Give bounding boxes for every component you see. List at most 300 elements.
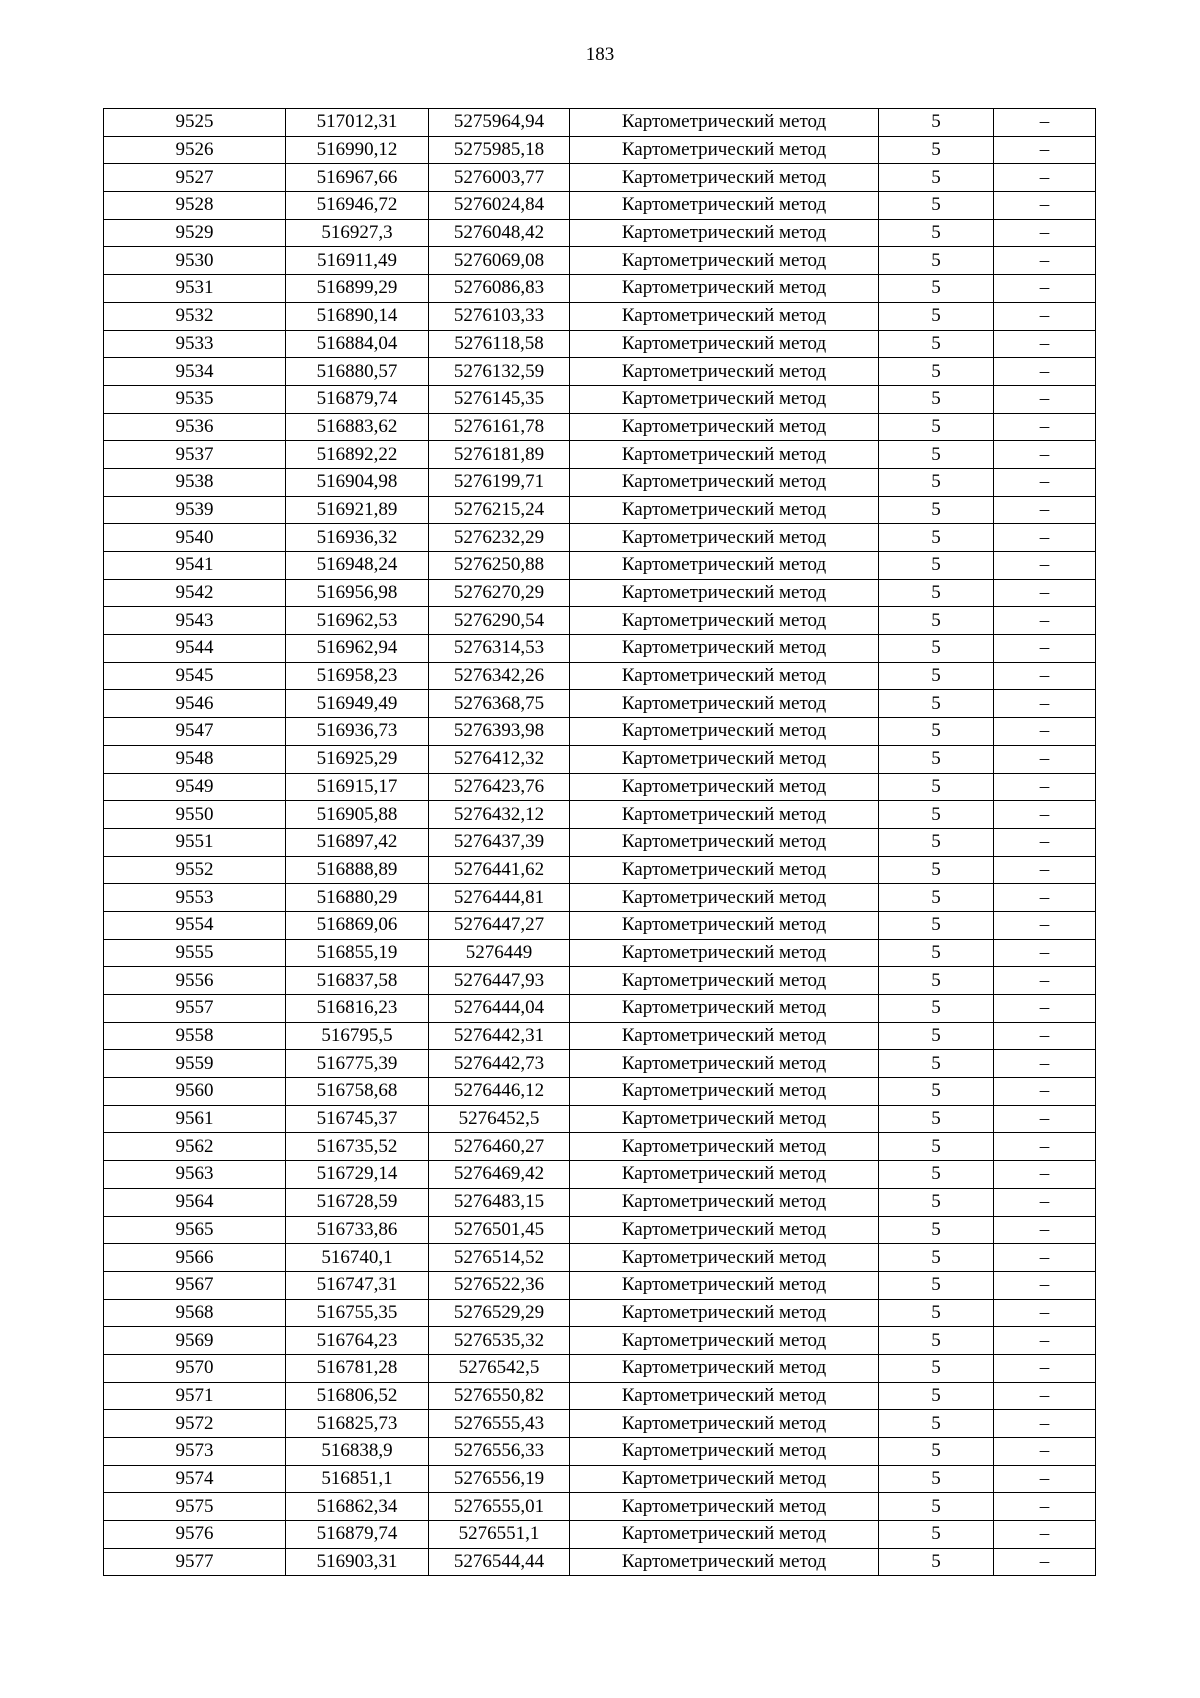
x-coordinate-cell: 516728,59 <box>286 1188 429 1216</box>
method-cell: Картометрический метод <box>570 1105 879 1133</box>
x-coordinate-cell: 516775,39 <box>286 1050 429 1078</box>
method-cell: Картометрический метод <box>570 690 879 718</box>
point-number-cell: 9548 <box>104 745 286 773</box>
method-cell: Картометрический метод <box>570 164 879 192</box>
accuracy-cell: 5 <box>879 496 994 524</box>
y-coordinate-cell: 5276232,29 <box>429 524 570 552</box>
note-cell: – <box>994 607 1096 635</box>
point-number-cell: 9525 <box>104 109 286 137</box>
table-row <box>104 1327 1096 1355</box>
y-coordinate-cell: 5276555,43 <box>429 1410 570 1438</box>
accuracy-cell: 5 <box>879 330 994 358</box>
method-cell: Картометрический метод <box>570 1271 879 1299</box>
table-row <box>104 1354 1096 1382</box>
y-coordinate-cell: 5276556,19 <box>429 1465 570 1493</box>
accuracy-cell: 5 <box>879 579 994 607</box>
accuracy-cell: 5 <box>879 468 994 496</box>
table-row <box>104 1410 1096 1438</box>
table-row <box>104 413 1096 441</box>
method-cell: Картометрический метод <box>570 552 879 580</box>
point-number-cell: 9542 <box>104 579 286 607</box>
x-coordinate-cell: 516883,62 <box>286 413 429 441</box>
y-coordinate-cell: 5276442,31 <box>429 1022 570 1050</box>
point-number-cell: 9552 <box>104 856 286 884</box>
accuracy-cell: 5 <box>879 1105 994 1133</box>
accuracy-cell: 5 <box>879 1354 994 1382</box>
x-coordinate-cell: 516764,23 <box>286 1327 429 1355</box>
accuracy-cell: 5 <box>879 1410 994 1438</box>
note-cell: – <box>994 939 1096 967</box>
x-coordinate-cell: 516936,73 <box>286 718 429 746</box>
accuracy-cell: 5 <box>879 1271 994 1299</box>
note-cell: – <box>994 109 1096 137</box>
x-coordinate-cell: 516936,32 <box>286 524 429 552</box>
method-cell: Картометрический метод <box>570 884 879 912</box>
x-coordinate-cell: 516962,94 <box>286 635 429 663</box>
point-number-cell: 9544 <box>104 635 286 663</box>
method-cell: Картометрический метод <box>570 1161 879 1189</box>
point-number-cell: 9570 <box>104 1354 286 1382</box>
x-coordinate-cell: 516892,22 <box>286 441 429 469</box>
method-cell: Картометрический метод <box>570 1299 879 1327</box>
note-cell: – <box>994 1465 1096 1493</box>
accuracy-cell: 5 <box>879 275 994 303</box>
point-number-cell: 9566 <box>104 1244 286 1272</box>
method-cell: Картометрический метод <box>570 468 879 496</box>
x-coordinate-cell: 516781,28 <box>286 1354 429 1382</box>
note-cell: – <box>994 967 1096 995</box>
method-cell: Картометрический метод <box>570 1050 879 1078</box>
accuracy-cell: 5 <box>879 1327 994 1355</box>
point-number-cell: 9532 <box>104 302 286 330</box>
table-row <box>104 1050 1096 1078</box>
x-coordinate-cell: 516729,14 <box>286 1161 429 1189</box>
table-row <box>104 884 1096 912</box>
point-number-cell: 9561 <box>104 1105 286 1133</box>
table-row <box>104 939 1096 967</box>
y-coordinate-cell: 5276446,12 <box>429 1078 570 1106</box>
x-coordinate-cell: 516967,66 <box>286 164 429 192</box>
method-cell: Картометрический метод <box>570 662 879 690</box>
point-number-cell: 9565 <box>104 1216 286 1244</box>
x-coordinate-cell: 516958,23 <box>286 662 429 690</box>
point-number-cell: 9538 <box>104 468 286 496</box>
table-row <box>104 801 1096 829</box>
method-cell: Картометрический метод <box>570 358 879 386</box>
accuracy-cell: 5 <box>879 1465 994 1493</box>
method-cell: Картометрический метод <box>570 385 879 413</box>
y-coordinate-cell: 5276342,26 <box>429 662 570 690</box>
x-coordinate-cell: 516879,74 <box>286 385 429 413</box>
table-row <box>104 635 1096 663</box>
method-cell: Картометрический метод <box>570 1465 879 1493</box>
point-number-cell: 9576 <box>104 1521 286 1549</box>
accuracy-cell: 5 <box>879 1493 994 1521</box>
accuracy-cell: 5 <box>879 413 994 441</box>
y-coordinate-cell: 5276132,59 <box>429 358 570 386</box>
x-coordinate-cell: 516879,74 <box>286 1521 429 1549</box>
note-cell: – <box>994 1548 1096 1576</box>
note-cell: – <box>994 1050 1096 1078</box>
table-row <box>104 1299 1096 1327</box>
point-number-cell: 9550 <box>104 801 286 829</box>
method-cell: Картометрический метод <box>570 1244 879 1272</box>
x-coordinate-cell: 516880,29 <box>286 884 429 912</box>
method-cell: Картометрический метод <box>570 1548 879 1576</box>
method-cell: Картометрический метод <box>570 1133 879 1161</box>
y-coordinate-cell: 5276423,76 <box>429 773 570 801</box>
point-number-cell: 9543 <box>104 607 286 635</box>
accuracy-cell: 5 <box>879 607 994 635</box>
y-coordinate-cell: 5276529,29 <box>429 1299 570 1327</box>
table-row <box>104 192 1096 220</box>
point-number-cell: 9562 <box>104 1133 286 1161</box>
point-number-cell: 9577 <box>104 1548 286 1576</box>
note-cell: – <box>994 856 1096 884</box>
table-row <box>104 1465 1096 1493</box>
accuracy-cell: 5 <box>879 662 994 690</box>
method-cell: Картометрический метод <box>570 524 879 552</box>
y-coordinate-cell: 5276469,42 <box>429 1161 570 1189</box>
note-cell: – <box>994 884 1096 912</box>
table-row <box>104 967 1096 995</box>
y-coordinate-cell: 5276551,1 <box>429 1521 570 1549</box>
table-row <box>104 1216 1096 1244</box>
point-number-cell: 9534 <box>104 358 286 386</box>
point-number-cell: 9551 <box>104 828 286 856</box>
method-cell: Картометрический метод <box>570 109 879 137</box>
method-cell: Картометрический метод <box>570 1022 879 1050</box>
accuracy-cell: 5 <box>879 995 994 1023</box>
method-cell: Картометрический метод <box>570 1382 879 1410</box>
note-cell: – <box>994 662 1096 690</box>
accuracy-cell: 5 <box>879 441 994 469</box>
point-number-cell: 9558 <box>104 1022 286 1050</box>
note-cell: – <box>994 1105 1096 1133</box>
x-coordinate-cell: 516837,58 <box>286 967 429 995</box>
method-cell: Картометрический метод <box>570 1327 879 1355</box>
table-row <box>104 1244 1096 1272</box>
table-row <box>104 219 1096 247</box>
accuracy-cell: 5 <box>879 1244 994 1272</box>
note-cell: – <box>994 1244 1096 1272</box>
accuracy-cell: 5 <box>879 1438 994 1466</box>
table-row <box>104 1188 1096 1216</box>
x-coordinate-cell: 516747,31 <box>286 1271 429 1299</box>
method-cell: Картометрический метод <box>570 801 879 829</box>
table-row <box>104 1438 1096 1466</box>
method-cell: Картометрический метод <box>570 330 879 358</box>
table-row <box>104 247 1096 275</box>
x-coordinate-cell: 516884,04 <box>286 330 429 358</box>
y-coordinate-cell: 5276368,75 <box>429 690 570 718</box>
x-coordinate-cell: 516855,19 <box>286 939 429 967</box>
accuracy-cell: 5 <box>879 247 994 275</box>
table-row <box>104 718 1096 746</box>
point-number-cell: 9540 <box>104 524 286 552</box>
note-cell: – <box>994 690 1096 718</box>
y-coordinate-cell: 5276550,82 <box>429 1382 570 1410</box>
y-coordinate-cell: 5276181,89 <box>429 441 570 469</box>
method-cell: Картометрический метод <box>570 828 879 856</box>
note-cell: – <box>994 1216 1096 1244</box>
method-cell: Картометрический метод <box>570 579 879 607</box>
accuracy-cell: 5 <box>879 1133 994 1161</box>
x-coordinate-cell: 516806,52 <box>286 1382 429 1410</box>
table-row <box>104 1078 1096 1106</box>
y-coordinate-cell: 5276535,32 <box>429 1327 570 1355</box>
table-row <box>104 358 1096 386</box>
y-coordinate-cell: 5276432,12 <box>429 801 570 829</box>
point-number-cell: 9568 <box>104 1299 286 1327</box>
table-row <box>104 1521 1096 1549</box>
y-coordinate-cell: 5276215,24 <box>429 496 570 524</box>
accuracy-cell: 5 <box>879 1050 994 1078</box>
x-coordinate-cell: 516899,29 <box>286 275 429 303</box>
accuracy-cell: 5 <box>879 1161 994 1189</box>
method-cell: Картометрический метод <box>570 967 879 995</box>
x-coordinate-cell: 516903,31 <box>286 1548 429 1576</box>
accuracy-cell: 5 <box>879 690 994 718</box>
table-row <box>104 995 1096 1023</box>
point-number-cell: 9553 <box>104 884 286 912</box>
method-cell: Картометрический метод <box>570 192 879 220</box>
note-cell: – <box>994 247 1096 275</box>
y-coordinate-cell: 5276447,27 <box>429 911 570 939</box>
note-cell: – <box>994 496 1096 524</box>
table-row <box>104 552 1096 580</box>
accuracy-cell: 5 <box>879 884 994 912</box>
y-coordinate-cell: 5276069,08 <box>429 247 570 275</box>
x-coordinate-cell: 516740,1 <box>286 1244 429 1272</box>
method-cell: Картометрический метод <box>570 413 879 441</box>
x-coordinate-cell: 516949,49 <box>286 690 429 718</box>
table-row <box>104 330 1096 358</box>
y-coordinate-cell: 5276412,32 <box>429 745 570 773</box>
x-coordinate-cell: 516758,68 <box>286 1078 429 1106</box>
x-coordinate-cell: 516735,52 <box>286 1133 429 1161</box>
method-cell: Картометрический метод <box>570 1521 879 1549</box>
point-number-cell: 9571 <box>104 1382 286 1410</box>
point-number-cell: 9547 <box>104 718 286 746</box>
point-number-cell: 9528 <box>104 192 286 220</box>
note-cell: – <box>994 524 1096 552</box>
x-coordinate-cell: 516921,89 <box>286 496 429 524</box>
note-cell: – <box>994 1161 1096 1189</box>
y-coordinate-cell: 5276447,93 <box>429 967 570 995</box>
y-coordinate-cell: 5276314,53 <box>429 635 570 663</box>
x-coordinate-cell: 516956,98 <box>286 579 429 607</box>
table-row <box>104 1271 1096 1299</box>
method-cell: Картометрический метод <box>570 911 879 939</box>
point-number-cell: 9535 <box>104 385 286 413</box>
note-cell: – <box>994 1354 1096 1382</box>
method-cell: Картометрический метод <box>570 745 879 773</box>
y-coordinate-cell: 5276441,62 <box>429 856 570 884</box>
point-number-cell: 9559 <box>104 1050 286 1078</box>
point-number-cell: 9557 <box>104 995 286 1023</box>
note-cell: – <box>994 1078 1096 1106</box>
method-cell: Картометрический метод <box>570 219 879 247</box>
accuracy-cell: 5 <box>879 385 994 413</box>
note-cell: – <box>994 635 1096 663</box>
accuracy-cell: 5 <box>879 192 994 220</box>
method-cell: Картометрический метод <box>570 302 879 330</box>
table-row <box>104 773 1096 801</box>
x-coordinate-cell: 516897,42 <box>286 828 429 856</box>
method-cell: Картометрический метод <box>570 247 879 275</box>
x-coordinate-cell: 516851,1 <box>286 1465 429 1493</box>
note-cell: – <box>994 801 1096 829</box>
table-row <box>104 911 1096 939</box>
note-cell: – <box>994 330 1096 358</box>
x-coordinate-cell: 516862,34 <box>286 1493 429 1521</box>
accuracy-cell: 5 <box>879 828 994 856</box>
y-coordinate-cell: 5276048,42 <box>429 219 570 247</box>
accuracy-cell: 5 <box>879 1022 994 1050</box>
x-coordinate-cell: 516904,98 <box>286 468 429 496</box>
y-coordinate-cell: 5276522,36 <box>429 1271 570 1299</box>
table-row <box>104 524 1096 552</box>
x-coordinate-cell: 516890,14 <box>286 302 429 330</box>
method-cell: Картометрический метод <box>570 275 879 303</box>
x-coordinate-cell: 516745,37 <box>286 1105 429 1133</box>
note-cell: – <box>994 275 1096 303</box>
x-coordinate-cell: 516962,53 <box>286 607 429 635</box>
note-cell: – <box>994 1188 1096 1216</box>
table-row <box>104 468 1096 496</box>
accuracy-cell: 5 <box>879 109 994 137</box>
method-cell: Картометрический метод <box>570 635 879 663</box>
y-coordinate-cell: 5276118,58 <box>429 330 570 358</box>
method-cell: Картометрический метод <box>570 1078 879 1106</box>
point-number-cell: 9539 <box>104 496 286 524</box>
point-number-cell: 9533 <box>104 330 286 358</box>
note-cell: – <box>994 413 1096 441</box>
accuracy-cell: 5 <box>879 1078 994 1106</box>
point-number-cell: 9541 <box>104 552 286 580</box>
method-cell: Картометрический метод <box>570 939 879 967</box>
accuracy-cell: 5 <box>879 1382 994 1410</box>
x-coordinate-cell: 516795,5 <box>286 1022 429 1050</box>
y-coordinate-cell: 5275985,18 <box>429 136 570 164</box>
accuracy-cell: 5 <box>879 911 994 939</box>
method-cell: Картометрический метод <box>570 1188 879 1216</box>
note-cell: – <box>994 1271 1096 1299</box>
method-cell: Картометрический метод <box>570 1354 879 1382</box>
note-cell: – <box>994 1438 1096 1466</box>
y-coordinate-cell: 5276024,84 <box>429 192 570 220</box>
x-coordinate-cell: 516915,17 <box>286 773 429 801</box>
accuracy-cell: 5 <box>879 856 994 884</box>
x-coordinate-cell: 516911,49 <box>286 247 429 275</box>
note-cell: – <box>994 552 1096 580</box>
accuracy-cell: 5 <box>879 1548 994 1576</box>
x-coordinate-cell: 516880,57 <box>286 358 429 386</box>
point-number-cell: 9549 <box>104 773 286 801</box>
point-number-cell: 9575 <box>104 1493 286 1521</box>
note-cell: – <box>994 1022 1096 1050</box>
x-coordinate-cell: 516733,86 <box>286 1216 429 1244</box>
accuracy-cell: 5 <box>879 1216 994 1244</box>
note-cell: – <box>994 441 1096 469</box>
point-number-cell: 9554 <box>104 911 286 939</box>
note-cell: – <box>994 1327 1096 1355</box>
method-cell: Картометрический метод <box>570 1493 879 1521</box>
table-row <box>104 302 1096 330</box>
coordinates-table <box>103 108 1096 1576</box>
table-row <box>104 607 1096 635</box>
y-coordinate-cell: 5276086,83 <box>429 275 570 303</box>
point-number-cell: 9574 <box>104 1465 286 1493</box>
x-coordinate-cell: 516948,24 <box>286 552 429 580</box>
x-coordinate-cell: 516816,23 <box>286 995 429 1023</box>
note-cell: – <box>994 773 1096 801</box>
method-cell: Картометрический метод <box>570 773 879 801</box>
table-row <box>104 164 1096 192</box>
accuracy-cell: 5 <box>879 967 994 995</box>
accuracy-cell: 5 <box>879 358 994 386</box>
note-cell: – <box>994 1299 1096 1327</box>
point-number-cell: 9529 <box>104 219 286 247</box>
accuracy-cell: 5 <box>879 136 994 164</box>
y-coordinate-cell: 5276444,04 <box>429 995 570 1023</box>
x-coordinate-cell: 516905,88 <box>286 801 429 829</box>
point-number-cell: 9560 <box>104 1078 286 1106</box>
table-row <box>104 109 1096 137</box>
method-cell: Картометрический метод <box>570 995 879 1023</box>
point-number-cell: 9545 <box>104 662 286 690</box>
y-coordinate-cell: 5276452,5 <box>429 1105 570 1133</box>
x-coordinate-cell: 517012,31 <box>286 109 429 137</box>
note-cell: – <box>994 718 1096 746</box>
point-number-cell: 9572 <box>104 1410 286 1438</box>
table-row <box>104 1548 1096 1576</box>
x-coordinate-cell: 516925,29 <box>286 745 429 773</box>
y-coordinate-cell: 5276556,33 <box>429 1438 570 1466</box>
y-coordinate-cell: 5276003,77 <box>429 164 570 192</box>
method-cell: Картометрический метод <box>570 136 879 164</box>
x-coordinate-cell: 516888,89 <box>286 856 429 884</box>
note-cell: – <box>994 579 1096 607</box>
note-cell: – <box>994 358 1096 386</box>
table-row <box>104 385 1096 413</box>
y-coordinate-cell: 5276290,54 <box>429 607 570 635</box>
method-cell: Картометрический метод <box>570 1216 879 1244</box>
point-number-cell: 9567 <box>104 1271 286 1299</box>
table-row <box>104 1022 1096 1050</box>
x-coordinate-cell: 516755,35 <box>286 1299 429 1327</box>
note-cell: – <box>994 745 1096 773</box>
x-coordinate-cell: 516838,9 <box>286 1438 429 1466</box>
accuracy-cell: 5 <box>879 801 994 829</box>
table-row <box>104 1493 1096 1521</box>
method-cell: Картометрический метод <box>570 496 879 524</box>
point-number-cell: 9555 <box>104 939 286 967</box>
note-cell: – <box>994 995 1096 1023</box>
note-cell: – <box>994 192 1096 220</box>
note-cell: – <box>994 1410 1096 1438</box>
table-row <box>104 1133 1096 1161</box>
accuracy-cell: 5 <box>879 745 994 773</box>
y-coordinate-cell: 5276483,15 <box>429 1188 570 1216</box>
y-coordinate-cell: 5276544,44 <box>429 1548 570 1576</box>
y-coordinate-cell: 5276444,81 <box>429 884 570 912</box>
y-coordinate-cell: 5276199,71 <box>429 468 570 496</box>
y-coordinate-cell: 5276437,39 <box>429 828 570 856</box>
method-cell: Картометрический метод <box>570 441 879 469</box>
accuracy-cell: 5 <box>879 164 994 192</box>
